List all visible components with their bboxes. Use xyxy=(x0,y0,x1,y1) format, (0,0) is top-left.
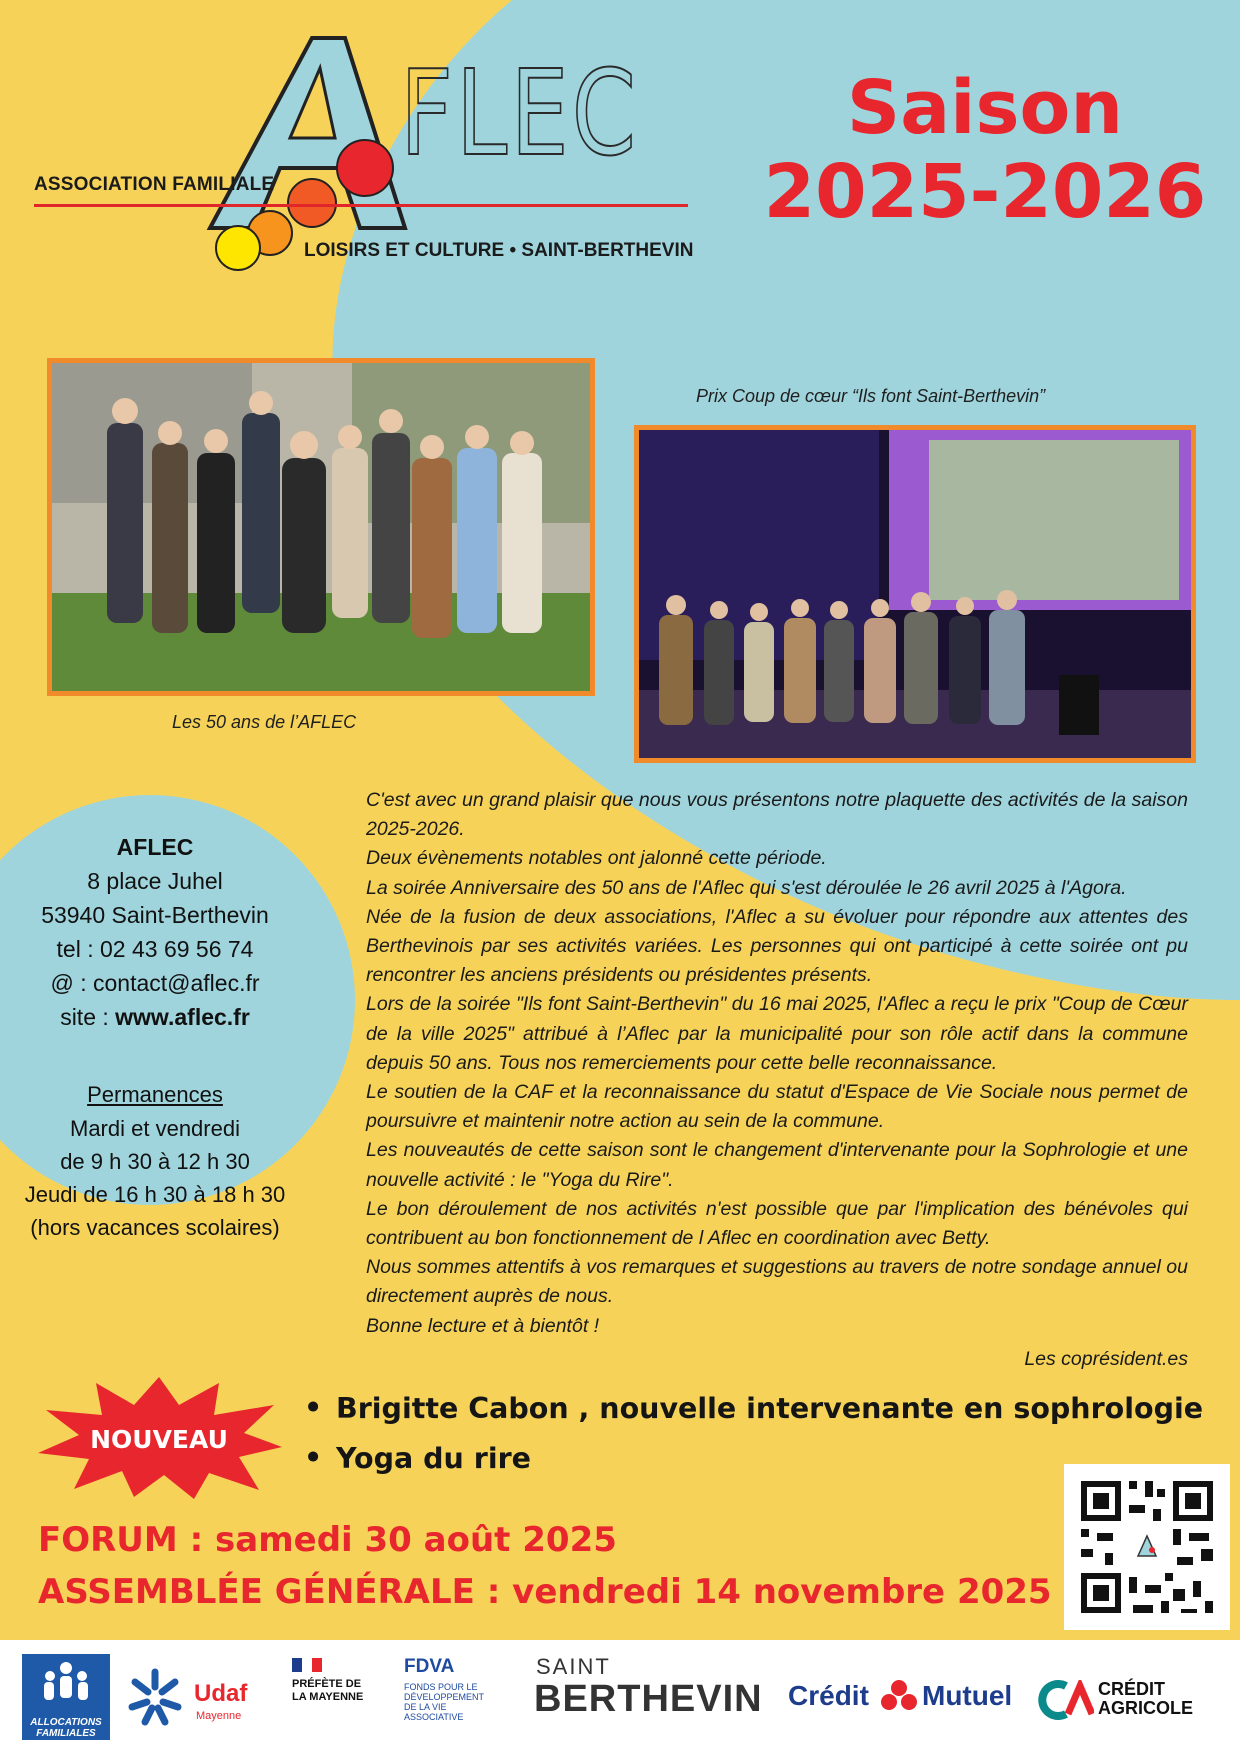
logo-letters: FLEC xyxy=(400,44,640,182)
fdva-sub: FONDS POUR LE DÉVELOPPEMENT DE LA VIE ASSOCIATIVE xyxy=(404,1682,484,1722)
caf-logo xyxy=(22,1654,110,1740)
french-flag-icon xyxy=(292,1658,322,1672)
nouveau-label: NOUVEAU xyxy=(90,1425,228,1454)
intro-paragraph: Les nouveautés de cette saison sont le changement d'intervenante pour la Sophrologie et une nouvelle activité : le "Yoga du Rire". xyxy=(366,1139,1188,1191)
credit-mutuel-label-a: Crédit xyxy=(788,1680,869,1711)
intro-paragraph: Née de la fusion de deux associations, l'Aflec a su évoluer pour répondre aux attentes des Berthevinois par ses activités variées. Les personnes qui ont participé à cette soirée ont pu rencontrer les anciens présidents ou présidentes présents. xyxy=(366,905,1188,987)
qr-code-icon xyxy=(1064,1464,1230,1630)
udaf-icon xyxy=(120,1662,190,1732)
contact-phone: tel : 02 43 69 56 74 xyxy=(56,936,254,962)
page-title xyxy=(760,66,1210,234)
fdva-label: FDVA xyxy=(404,1656,455,1677)
qr-code[interactable] xyxy=(1064,1464,1230,1630)
udaf-label: Udaf xyxy=(194,1680,248,1707)
logo-tagline: LOISIRS ET CULTURE • SAINT-BERTHEVIN xyxy=(304,240,694,261)
contact-block xyxy=(0,830,310,1244)
intro-paragraph: C'est avec un grand plaisir que nous vous présentons notre plaquette des activités de la saison 2025-2026. xyxy=(366,789,1188,841)
signature: Les coprésident.es xyxy=(1024,1347,1188,1370)
forum-date: FORUM : samedi 30 août 2025 xyxy=(38,1520,617,1560)
intro-paragraph: Lors de la soirée "Ils font Saint-Berthevin" du 16 mai 2025, l'Aflec a reçu le prix "Coup de Cœur de la ville 2025" attribué à l’Aflec par la municipalité pour son rôle actif dans la commune depuis 50 ans. Tous nos remerciements pour cette belle reconnaissance. xyxy=(366,993,1188,1074)
intro-paragraph: Nous sommes attentifs à vos remarques et suggestions au travers de notre sondage annuel ou directement auprès de nous. xyxy=(366,1256,1188,1308)
contact-site-link[interactable]: www.aflec.fr xyxy=(115,1004,250,1030)
photo-50-ans xyxy=(47,358,595,696)
photo-prix-coup-de-coeur xyxy=(634,425,1196,763)
intro-paragraph: La soirée Anniversaire des 50 ans de l'Aflec qui s'est déroulée le 26 avril 2025 à l'Agora. xyxy=(366,876,1127,899)
prefete-label: PRÉFÈTE DE LA MAYENNE xyxy=(292,1678,364,1703)
caf-label: ALLOCATIONS FAMILIALES xyxy=(30,1717,102,1739)
contact-address1: 8 place Juhel xyxy=(87,868,223,894)
hours-line-2: de 9 h 30 à 12 h 30 xyxy=(60,1149,250,1174)
contact-name: AFLEC xyxy=(116,834,194,860)
credit-mutuel-icon xyxy=(880,1678,918,1712)
title-line2: 2025-2026 xyxy=(763,149,1207,235)
contact-site xyxy=(0,1000,310,1034)
permanences-title: Permanences xyxy=(87,1082,223,1107)
logo-rule xyxy=(34,204,688,207)
hours-line-4: (hors vacances scolaires) xyxy=(30,1215,280,1240)
photo-caption-50-ans: Les 50 ans de l’AFLEC xyxy=(172,712,357,732)
photo-caption-prix: Prix Coup de cœur “Ils font Saint-Berthevin” xyxy=(696,386,1046,406)
intro-paragraph: Le soutien de la CAF et la reconnaissance du statut d'Espace de Vie Sociale nous permet de poursuivre et maintenir notre action au sein de la commune. xyxy=(366,1081,1188,1133)
caf-people-icon xyxy=(22,1654,110,1712)
intro-paragraph: Le bon déroulement de nos activités n'est possible que par l'implication des bénévoles qui contribuent au bon fonctionnement de l Aflec en coordination avec Betty. xyxy=(366,1197,1188,1250)
saint-label: SAINT xyxy=(536,1654,611,1679)
credit-mutuel-label-b: Mutuel xyxy=(922,1680,1013,1711)
contact-email[interactable]: @ : contact@aflec.fr xyxy=(50,970,260,996)
contact-address2: 53940 Saint-Berthevin xyxy=(41,902,269,928)
hours-line-3: Jeudi de 16 h 30 à 18 h 30 xyxy=(24,1182,286,1207)
contact-site-label: site : xyxy=(60,1004,116,1030)
berthevin-label: BERTHEVIN xyxy=(534,1678,763,1720)
list-item: • Yoga du rire xyxy=(300,1442,1203,1492)
logo-association: ASSOCIATION FAMILIALE xyxy=(34,174,275,195)
intro-paragraph: Bonne lecture et à bientôt ! xyxy=(366,1314,600,1337)
assemblee-date: ASSEMBLÉE GÉNÉRALE : vendredi 14 novembre 2025 xyxy=(38,1572,1052,1612)
intro-text xyxy=(366,786,1188,1374)
hours-line-1: Mardi et vendredi xyxy=(70,1116,240,1141)
credit-agricole-icon xyxy=(1036,1680,1094,1720)
footer-partners xyxy=(0,1640,1240,1754)
credit-agricole-label: CRÉDIT AGRICOLE xyxy=(1098,1679,1194,1718)
list-item: • Brigitte Cabon , nouvelle intervenante en sophrologie xyxy=(300,1392,1203,1442)
intro-paragraph: Deux évènements notables ont jalonné cette période. xyxy=(366,847,827,870)
title-line1: Saison xyxy=(846,65,1124,151)
udaf-sub: Mayenne xyxy=(196,1710,242,1722)
